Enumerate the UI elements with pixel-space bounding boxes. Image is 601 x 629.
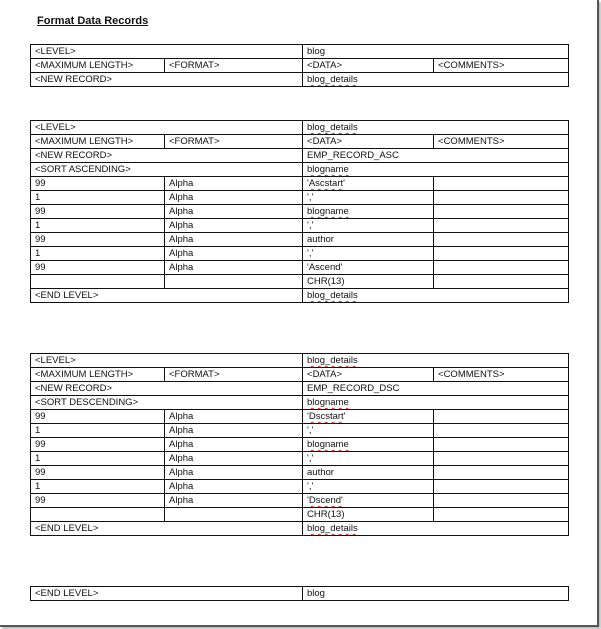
table-cell: <DATA> [303,59,434,73]
table-cell [434,177,569,191]
table-cell: <COMMENTS> [434,135,569,149]
table-cell: <COMMENTS> [434,59,569,73]
table-cell: Alpha [165,205,303,219]
table-cell: 99 [31,494,165,508]
table-cell: ',' [303,191,434,205]
table-cell: <END LEVEL> [31,289,303,303]
table-cell: Alpha [165,424,303,438]
table-cell [434,191,569,205]
format-table-end-level [30,586,569,601]
table-cell: EMP_RECORD_DSC [303,382,569,396]
table-cell: 99 [31,205,165,219]
table-cell: 1 [31,219,165,233]
table-row [31,121,569,135]
table-row [31,587,569,601]
table-row [31,438,569,452]
table-cell: 'Dscstart' [303,410,434,424]
table-row [31,396,569,410]
table-row [31,480,569,494]
table-cell: <FORMAT> [165,59,303,73]
table-cell: Alpha [165,219,303,233]
table-cell: author [303,233,434,247]
table-cell: <MAXIMUM LENGTH> [31,59,165,73]
table-cell: blog_details [303,73,569,87]
table-cell: Alpha [165,261,303,275]
table-cell [165,275,303,289]
table-cell: 'Ascstart' [303,177,434,191]
table-cell: Alpha [165,466,303,480]
table-cell: <NEW RECORD> [31,382,303,396]
table-row [31,466,569,480]
table-cell [434,494,569,508]
table-cell: <FORMAT> [165,368,303,382]
table-cell: blog [303,587,569,601]
table-cell: Alpha [165,247,303,261]
table-cell: Alpha [165,410,303,424]
table-cell: <DATA> [303,368,434,382]
table-cell [434,261,569,275]
table-cell: 1 [31,452,165,466]
table-cell: CHR(13) [303,508,434,522]
table-cell: Alpha [165,233,303,247]
table-cell: 1 [31,191,165,205]
table-cell: 99 [31,438,165,452]
table-cell: blog_details [303,289,569,303]
table-row [31,59,569,73]
table-row [31,45,569,59]
table-cell: 99 [31,233,165,247]
table-cell: <MAXIMUM LENGTH> [31,368,165,382]
table-cell [31,508,165,522]
table-cell: <END LEVEL> [31,522,303,536]
table-cell [434,424,569,438]
table-cell [31,275,165,289]
table-cell [434,438,569,452]
table-cell [434,466,569,480]
table-cell: 'Ascend' [303,261,434,275]
table-cell: blog [303,45,569,59]
table-cell [434,508,569,522]
table-cell [434,219,569,233]
table-cell [434,247,569,261]
table-row [31,289,569,303]
table-cell: <FORMAT> [165,135,303,149]
table-cell: blog_details [303,121,569,135]
table-cell: ',' [303,452,434,466]
table-row [31,191,569,205]
table-row [31,205,569,219]
table-cell: author [303,466,434,480]
table-row [31,219,569,233]
table-cell: blog_details [303,522,569,536]
table-cell: blogname [303,396,569,410]
table-row [31,163,569,177]
table-cell: blogname [303,163,569,177]
table-cell: Alpha [165,177,303,191]
table-cell: <MAXIMUM LENGTH> [31,135,165,149]
table-cell: <LEVEL> [31,121,303,135]
format-table-blog [30,44,569,87]
table-cell: blogname [303,205,434,219]
table-cell [434,205,569,219]
table-row [31,275,569,289]
table-cell: ',' [303,480,434,494]
table-row [31,508,569,522]
table-cell: 99 [31,410,165,424]
table-row [31,354,569,368]
table-cell: CHR(13) [303,275,434,289]
table-cell: ',' [303,219,434,233]
table-cell [165,508,303,522]
table-cell: 'Dscend' [303,494,434,508]
table-cell: Alpha [165,452,303,466]
table-cell: blog_details [303,354,569,368]
table-cell: Alpha [165,191,303,205]
table-cell: 1 [31,247,165,261]
table-cell: <LEVEL> [31,354,303,368]
table-cell [434,275,569,289]
table-cell: 1 [31,480,165,494]
table-cell: <COMMENTS> [434,368,569,382]
table-cell: EMP_RECORD_ASC [303,149,569,163]
table-cell: 99 [31,261,165,275]
table-cell: <END LEVEL> [31,587,303,601]
format-table-descending [30,353,569,536]
table-row [31,382,569,396]
table-cell [434,452,569,466]
table-row [31,410,569,424]
table-row [31,73,569,87]
table-cell: blogname [303,438,434,452]
table-cell: <DATA> [303,135,434,149]
table-cell: <SORT ASCENDING> [31,163,303,177]
table-cell [434,410,569,424]
table-cell: <NEW RECORD> [31,149,303,163]
document-title: Format Data Records [37,15,149,27]
table-cell: ',' [303,247,434,261]
table-cell: Alpha [165,494,303,508]
table-row [31,135,569,149]
table-row [31,261,569,275]
table-row [31,177,569,191]
table-row [31,247,569,261]
table-row [31,452,569,466]
table-row [31,424,569,438]
table-cell: ',' [303,424,434,438]
table-row [31,522,569,536]
table-cell: 99 [31,466,165,480]
table-cell [434,480,569,494]
table-cell: 1 [31,424,165,438]
table-cell: Alpha [165,480,303,494]
table-cell: 99 [31,177,165,191]
table-row [31,149,569,163]
table-cell [434,233,569,247]
table-cell: <SORT DESCENDING> [31,396,303,410]
table-cell: <LEVEL> [31,45,303,59]
table-row [31,233,569,247]
table-row [31,368,569,382]
table-row [31,494,569,508]
table-cell: Alpha [165,438,303,452]
table-cell: <NEW RECORD> [31,73,303,87]
format-table-ascending [30,120,569,303]
